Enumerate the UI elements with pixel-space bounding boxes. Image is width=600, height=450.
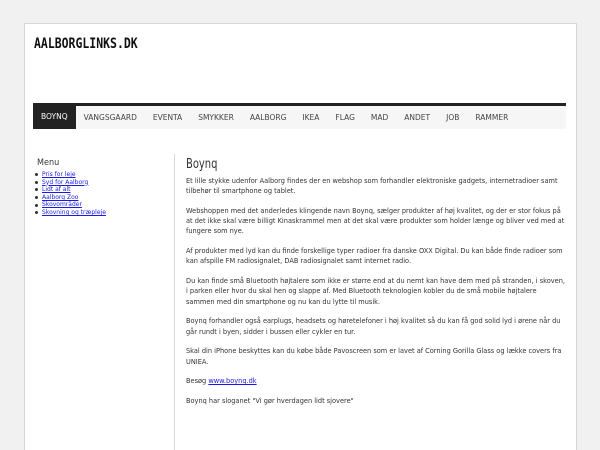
sidebar <box>33 154 175 450</box>
nav-tab-aalborg[interactable]: AALBORG <box>249 113 287 122</box>
nav-tab-andet[interactable]: ANDET <box>404 113 431 122</box>
nav-tab-flag[interactable]: FLAG <box>335 113 355 122</box>
boynq-website-link[interactable]: www.boynq.dk <box>208 377 257 386</box>
sidebar-link-syd-for-aalborg[interactable]: Syd for Aalborg <box>42 178 89 186</box>
sidebar-title: Menu <box>37 158 60 168</box>
list-item <box>35 194 174 202</box>
sidebar-link-skovomraader[interactable]: Skovområder <box>42 201 82 209</box>
nav-tab-job[interactable]: JOB <box>446 113 460 122</box>
list-item <box>35 179 174 187</box>
content-paragraph: Webshoppen med det anderledes klingende navn Boynq, sælger produkter af høj kvalitet, og der er stor fokus på at det ikke skal være billigt Kinaskrammel men at det skal være produkter som holder længe og bliver ved med at fungere som nye. <box>186 207 565 236</box>
nav-tab-mad[interactable]: MAD <box>370 113 389 122</box>
list-item <box>35 201 174 209</box>
bullet-icon <box>35 196 38 199</box>
bullet-icon <box>35 181 38 184</box>
nav-tab-vangsgaard[interactable]: VANGSGAARD <box>83 113 137 122</box>
content-paragraph: Du kan finde små Bluetooth højtalere som ikke er større end at du nemt kan have dem med på stranden, i skoven, i parken eller hvor du skal hen og slappe af. Med Bluetooth teknologien kobler du de små mobile højtalere sammen med din smartphone og nu kan du lytte til musik. <box>186 277 565 306</box>
list-item <box>35 186 174 194</box>
bullet-icon <box>35 173 38 176</box>
sidebar-link-pris-for-leje[interactable]: Pris for leje <box>42 171 76 178</box>
page-container <box>24 23 577 450</box>
content-paragraph: Skal din iPhone beskyttes kan du købe både Pavoscreen som er lavet af Corning Gorilla Glass og lække covers fra UNIEA. <box>186 347 562 366</box>
list-item <box>35 171 174 179</box>
sidebar-link-skovning-og-traepleje[interactable]: Skovning og træpleje <box>42 208 106 216</box>
slogan-paragraph: Boynq har sloganet "Vi gør hverdagen lidt sjovere" <box>186 397 354 406</box>
content-paragraph: Af produkter med lyd kan du finde forskellige typer radioer fra danske OXX Digital. Du kan både finde radioer som kan afspille FM radiosignalet, DAB radiosignalet samt internet radio. <box>186 247 563 266</box>
nav-tab-boynq[interactable]: BOYNQ <box>33 103 76 129</box>
site-logo[interactable]: AALBORGLINKS.DK <box>34 36 138 52</box>
sidebar-link-lidt-af-alt[interactable]: Lidt af alt <box>42 186 71 194</box>
bullet-icon <box>35 188 38 191</box>
content-paragraph: Boynq forhandler også earplugs, headsets og høretelefoner i høj kvalitet så du kan få god solid lyd i ørene når du går rundt i byen, sidder i bussen eller cykler en tur. <box>186 317 561 336</box>
bullet-icon <box>35 211 38 214</box>
main-navigation <box>33 103 566 129</box>
list-item <box>35 209 174 217</box>
nav-tab-smykker[interactable]: SMYKKER <box>198 113 234 122</box>
main-content <box>186 157 566 416</box>
sidebar-menu <box>35 171 174 217</box>
page-title: Boynq <box>186 157 218 172</box>
nav-tab-eventa[interactable]: EVENTA <box>152 113 183 122</box>
content-paragraph: Et lille stykke udenfor Aalborg findes der en webshop som forhandler elektroniske gadgets, internetradioer samt tilbehør til smartphone og tablet. <box>186 177 558 196</box>
nav-tab-rammer[interactable]: RAMMER <box>475 113 509 122</box>
visit-prefix: Besøg <box>186 377 209 386</box>
sidebar-link-aalborg-zoo[interactable]: Aalborg Zoo <box>42 193 79 201</box>
bullet-icon <box>35 204 38 207</box>
visit-paragraph <box>186 376 566 386</box>
nav-tab-ikea[interactable]: IKEA <box>302 113 320 122</box>
